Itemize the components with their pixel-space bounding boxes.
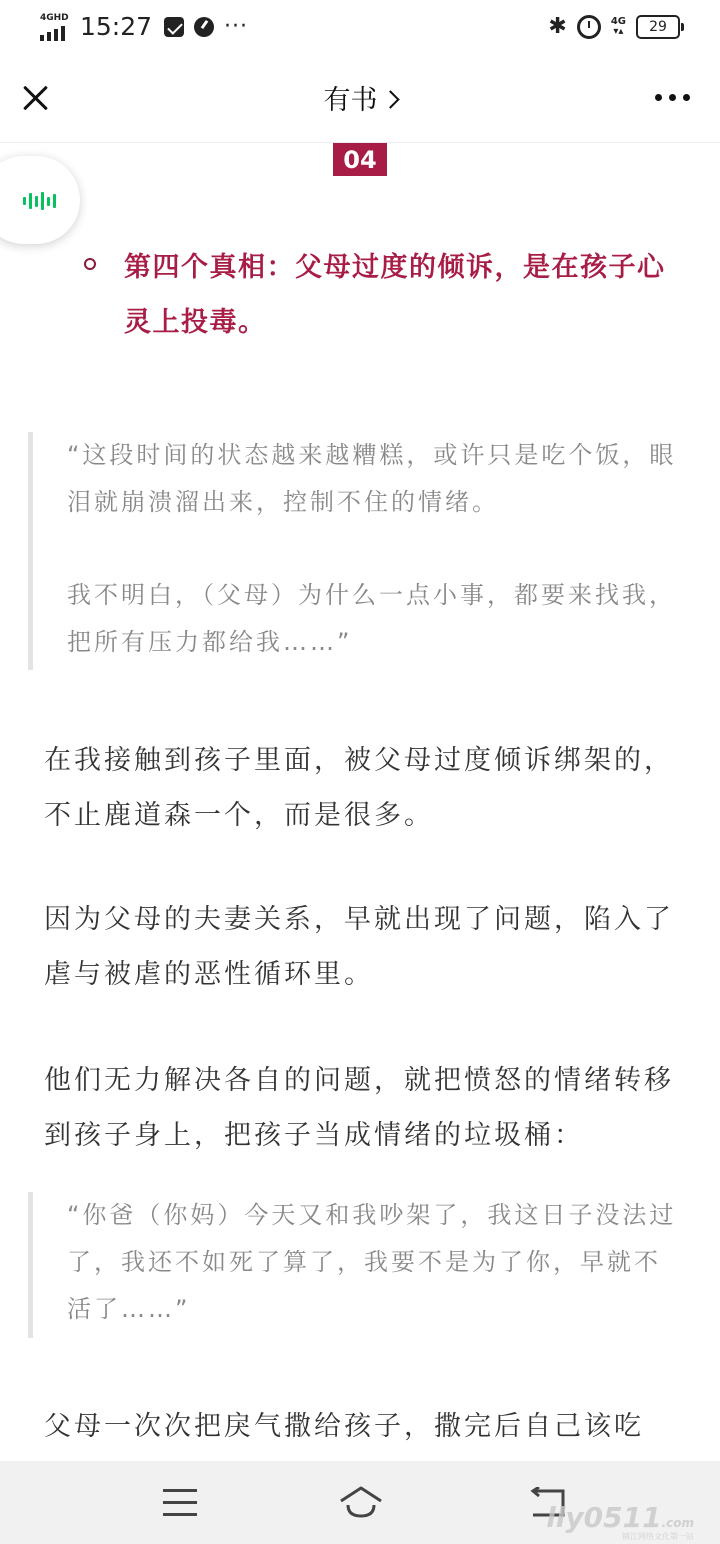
section-heading: 第四个真相：父母过度的倾诉，是在孩子心灵上投毒。 [124, 252, 666, 338]
status-time: 15:27 [80, 12, 153, 41]
bullet-circle-icon [84, 258, 96, 270]
nav-bar [0, 58, 720, 143]
signal-icon [40, 13, 72, 41]
home-button[interactable] [338, 1485, 384, 1519]
watermark-domain: .com [661, 1516, 694, 1530]
blockquote [28, 1192, 677, 1338]
bluetooth-icon: ✱ [548, 14, 567, 39]
body-paragraph: 在我接触到孩子里面，被父母过度倾诉绑架的，不止鹿道森一个，而是很多。 [44, 745, 674, 831]
status-bar [0, 0, 720, 58]
alarm-icon [577, 15, 601, 39]
page-title: 有书 [323, 85, 378, 116]
mobile-data-icon: 4G ▾▴ [610, 15, 626, 37]
compass-icon [194, 17, 214, 37]
blockquote [28, 432, 677, 670]
battery-icon [636, 15, 680, 39]
more-options-button[interactable] [655, 94, 690, 101]
battery-level: 29 [649, 18, 667, 35]
more-notifications-icon: ··· [224, 14, 249, 39]
audio-wave-icon [23, 192, 56, 210]
quote-paragraph: 我不明白，（父母）为什么一点小事，都要来找我，把所有压力都给我……” [67, 581, 676, 656]
audio-player-float-button[interactable] [0, 156, 80, 244]
quote-paragraph: “这段时间的状态越来越糟糕，或许只是吃个饭，眼泪就崩溃溜出来，控制不住的情绪。 [67, 441, 677, 516]
system-navigation-bar [0, 1461, 720, 1544]
body-paragraph: 父母一次次把戾气撒给孩子，撒完后自己该吃 [44, 1411, 644, 1442]
body-paragraph: 因为父母的夫妻关系，早就出现了问题，陷入了虐与被虐的恶性循环里。 [44, 904, 674, 990]
chevron-right-icon [381, 90, 399, 108]
quote-paragraph: “你爸（你妈）今天又和我吵架了，我这日子没法过了，我还不如死了算了，我要不是为了你，早就不活了……” [67, 1201, 677, 1323]
notification-icon [164, 17, 184, 37]
watermark-subtitle: 镇江网络文化第一站 [622, 1532, 694, 1541]
site-watermark [546, 1501, 694, 1541]
body-paragraph: 他们无力解决各自的问题，就把愤怒的情绪转移到孩子身上，把孩子当成情绪的垃圾桶： [44, 1065, 674, 1151]
account-title-link[interactable] [0, 78, 720, 117]
menu-button[interactable] [163, 1489, 197, 1517]
section-number-badge: 04 [333, 143, 387, 176]
network-type: 4GHD [40, 12, 69, 23]
watermark-logo: lly0511 [546, 1501, 662, 1534]
